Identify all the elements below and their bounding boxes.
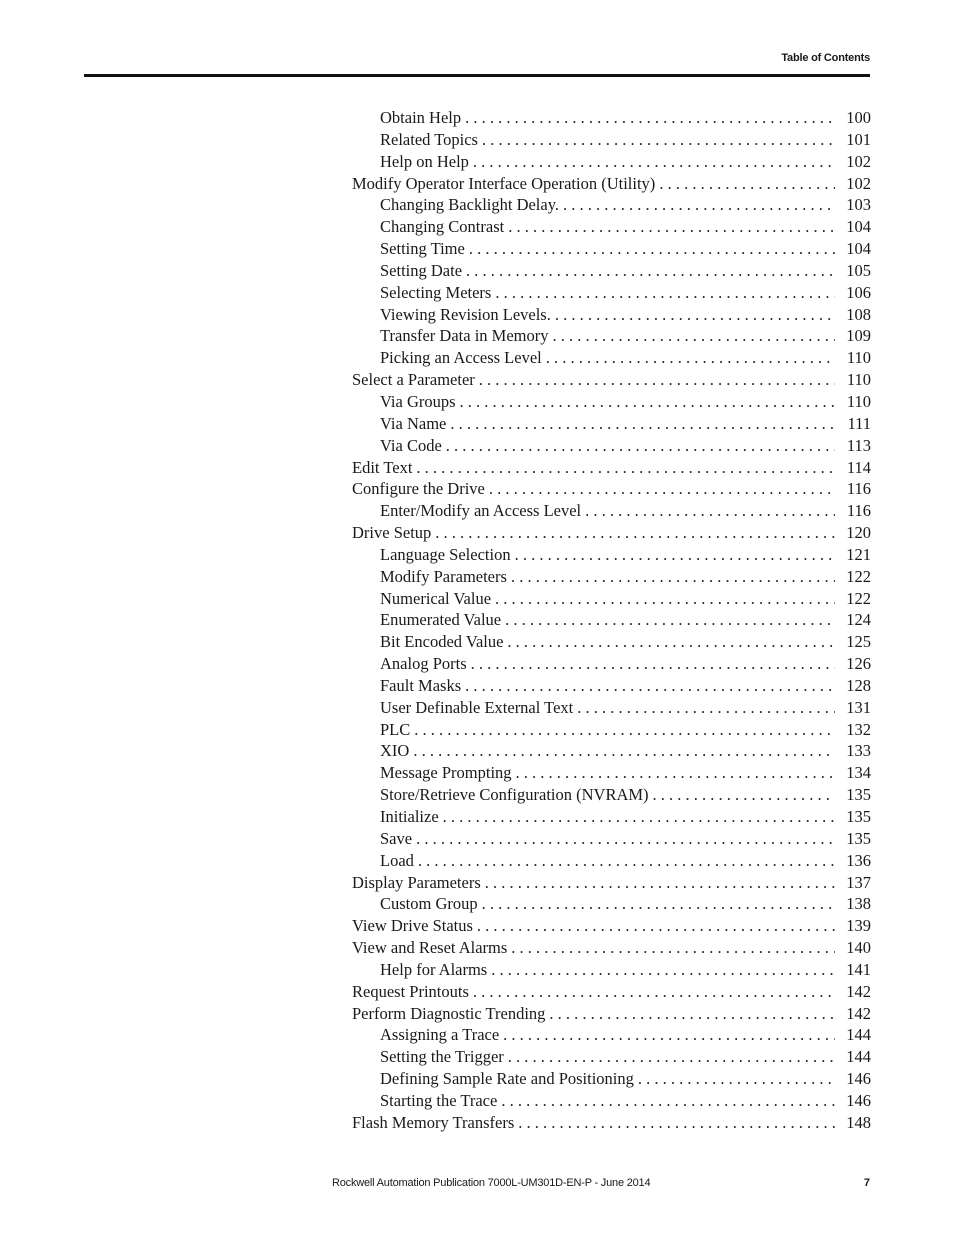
- toc-dot-leader: [482, 893, 835, 915]
- toc-entry[interactable]: [352, 435, 871, 457]
- toc-entry-title: Setting the Trigger: [380, 1047, 504, 1067]
- toc-entry-page-number: 135: [846, 807, 871, 826]
- toc-entry-title: Store/Retrieve Configuration (NVRAM): [380, 785, 649, 805]
- toc-dot-leader: [505, 609, 835, 631]
- toc-dot-leader: [515, 544, 835, 566]
- toc-entry-title: User Definable External Text: [380, 697, 574, 717]
- toc-dot-leader: [477, 915, 835, 937]
- toc-dot-leader: [450, 413, 835, 435]
- toc-entry-title: XIO: [380, 741, 410, 761]
- toc-entry[interactable]: [352, 347, 871, 369]
- toc-entry-title: Selecting Meters: [380, 282, 492, 302]
- toc-dot-leader: [465, 675, 835, 697]
- toc-entry[interactable]: [352, 1068, 871, 1090]
- footer-page-number: 7: [863, 1177, 870, 1189]
- toc-entry-title: Changing Contrast: [380, 217, 505, 237]
- toc-dot-leader: [416, 828, 835, 850]
- toc-entry[interactable]: [352, 675, 871, 697]
- toc-entry-title: Edit Text: [352, 457, 413, 477]
- toc-entry[interactable]: [352, 872, 871, 894]
- toc-entry[interactable]: [352, 457, 871, 479]
- toc-entry[interactable]: [352, 1003, 871, 1025]
- toc-entry-page-number: 116: [846, 501, 871, 521]
- toc-entry-title: Assigning a Trace: [380, 1025, 500, 1045]
- toc-entry[interactable]: [352, 151, 871, 173]
- toc-entry-page-number: 142: [846, 1003, 871, 1023]
- toc-entry[interactable]: [352, 369, 871, 391]
- toc-entry[interactable]: [352, 238, 871, 260]
- toc-entry[interactable]: [352, 304, 871, 326]
- toc-dot-leader: [501, 1090, 835, 1112]
- toc-entry-page-number: 146: [846, 1090, 871, 1110]
- toc-entry-page-number: 131: [846, 697, 871, 717]
- toc-entry[interactable]: [352, 1090, 871, 1112]
- toc-entry[interactable]: [352, 740, 871, 762]
- toc-dot-leader: [465, 107, 835, 129]
- toc-entry[interactable]: [352, 893, 871, 915]
- toc-entry-title: Help for Alarms: [380, 959, 488, 979]
- footer-publication: Rockwell Automation Publication 7000L-UM301D-EN-P - June 2014: [332, 1177, 651, 1189]
- toc-dot-leader: [473, 981, 835, 1003]
- toc-entry-title: Select a Parameter: [352, 370, 475, 390]
- toc-dot-leader: [507, 631, 835, 653]
- toc-entry-page-number: 144: [846, 1047, 871, 1067]
- toc-entry-title: Picking an Access Level: [380, 348, 542, 368]
- toc-entry[interactable]: [352, 762, 871, 784]
- toc-entry[interactable]: [352, 194, 871, 216]
- toc-dot-leader: [471, 653, 835, 675]
- toc-entry-page-number: 139: [846, 916, 871, 936]
- toc-entry-title: Display Parameters: [352, 872, 481, 892]
- toc-entry-title: Numerical Value: [380, 588, 492, 608]
- toc-entry[interactable]: [352, 915, 871, 937]
- toc-entry[interactable]: [352, 478, 871, 500]
- toc-entry-page-number: 141: [846, 959, 871, 979]
- toc-dot-leader: [508, 1046, 835, 1068]
- toc-entry-page-number: 108: [846, 304, 871, 324]
- toc-entry[interactable]: [352, 850, 871, 872]
- toc-dot-leader: [511, 566, 835, 588]
- toc-entry[interactable]: [352, 173, 871, 195]
- toc-dot-leader: [563, 194, 835, 216]
- toc-entry-title: Via Groups: [380, 391, 456, 411]
- toc-entry-title: Configure the Drive: [352, 479, 485, 499]
- toc-entry[interactable]: [352, 260, 871, 282]
- toc-entry-page-number: 134: [846, 763, 871, 783]
- toc-entry-title: Analog Ports: [380, 654, 467, 674]
- toc-entry-title: Transfer Data in Memory: [380, 326, 549, 346]
- toc-dot-leader: [485, 872, 835, 894]
- toc-entry-title: Via Code: [380, 435, 442, 455]
- toc-entry-page-number: 110: [846, 370, 871, 390]
- toc-entry-page-number: 132: [846, 719, 871, 739]
- toc-entry-page-number: 142: [846, 981, 871, 1001]
- toc-entry-page-number: 122: [846, 588, 871, 608]
- toc-entry-page-number: 136: [846, 850, 871, 870]
- toc-entry[interactable]: [352, 981, 871, 1003]
- toc-entry[interactable]: [352, 828, 871, 850]
- toc-entry-title: Save: [380, 828, 413, 848]
- toc-dot-leader: [460, 391, 835, 413]
- toc-entry-page-number: 105: [846, 260, 871, 280]
- toc-dot-leader: [482, 129, 835, 151]
- toc-dot-leader: [516, 762, 835, 784]
- toc-entry-title: Help on Help: [380, 151, 469, 171]
- toc-entry[interactable]: [352, 784, 871, 806]
- toc-dot-leader: [414, 719, 835, 741]
- toc-dot-leader: [495, 588, 835, 610]
- toc-entry[interactable]: [352, 216, 871, 238]
- toc-entry-page-number: 114: [846, 457, 871, 477]
- toc-dot-leader: [585, 500, 835, 522]
- toc-entry[interactable]: [352, 719, 871, 741]
- toc-entry[interactable]: [352, 107, 871, 129]
- toc-dot-leader: [479, 369, 835, 391]
- toc-entry-title: Request Printouts: [352, 981, 469, 1001]
- toc-entry[interactable]: [352, 937, 871, 959]
- toc-entry-title: Flash Memory Transfers: [352, 1112, 515, 1132]
- toc-entry-page-number: 121: [846, 544, 871, 564]
- toc-entry-page-number: 111: [847, 413, 871, 433]
- toc-entry[interactable]: [352, 1112, 871, 1134]
- toc-entry[interactable]: [352, 588, 871, 610]
- toc-entry[interactable]: [352, 522, 871, 544]
- toc-entry[interactable]: [352, 806, 871, 828]
- toc-entry[interactable]: [352, 566, 871, 588]
- toc-entry-title: Initialize: [380, 807, 439, 826]
- toc-entry[interactable]: [352, 391, 871, 413]
- toc-entry-title: Setting Time: [380, 239, 465, 259]
- toc-dot-leader: [546, 347, 835, 369]
- toc-entry-page-number: 103: [846, 195, 871, 215]
- toc-entry-page-number: 140: [846, 938, 871, 958]
- toc-entry-title: Enumerated Value: [380, 610, 502, 630]
- toc-entry-title: View Drive Status: [352, 916, 473, 936]
- toc-entry-title: Defining Sample Rate and Positioning: [380, 1069, 634, 1089]
- toc-entry-page-number: 113: [846, 435, 871, 455]
- toc-entry-page-number: 109: [846, 326, 871, 346]
- toc-entry-page-number: 116: [846, 479, 871, 499]
- toc-entry[interactable]: [352, 959, 871, 981]
- toc-entry-page-number: 125: [846, 632, 871, 652]
- toc-entry-page-number: 138: [846, 894, 871, 914]
- running-header-title: Table of Contents: [781, 52, 870, 64]
- toc-entry-title: Related Topics: [380, 129, 478, 149]
- toc-entry-page-number: 104: [846, 239, 871, 259]
- toc-entry[interactable]: [352, 1046, 871, 1068]
- toc-entry-page-number: 104: [846, 217, 871, 237]
- toc-entry[interactable]: [352, 1024, 871, 1046]
- toc-entry-title: Load: [380, 850, 414, 870]
- toc-entry-page-number: 122: [846, 566, 871, 586]
- toc-entry-page-number: 102: [846, 151, 871, 171]
- toc-dot-leader: [653, 784, 835, 806]
- toc-dot-leader: [473, 151, 835, 173]
- toc-entry-page-number: 144: [846, 1025, 871, 1045]
- toc-entry[interactable]: [352, 413, 871, 435]
- toc-entry-title: Language Selection: [380, 544, 511, 564]
- toc-entry-title: Fault Masks: [380, 675, 462, 695]
- toc-entry-page-number: 106: [846, 282, 871, 302]
- toc-entry-page-number: 146: [846, 1069, 871, 1089]
- toc-dot-leader: [555, 304, 835, 326]
- toc-dot-leader: [577, 697, 835, 719]
- toc-entry[interactable]: [352, 129, 871, 151]
- toc-entry-title: Custom Group: [380, 894, 478, 914]
- toc-dot-leader: [418, 850, 835, 872]
- toc-entry[interactable]: [352, 544, 871, 566]
- toc-entry-page-number: 102: [846, 173, 871, 193]
- toc-dot-leader: [469, 238, 835, 260]
- toc-entry-page-number: 120: [846, 523, 871, 543]
- toc-dot-leader: [552, 325, 835, 347]
- toc-entry-title: Enter/Modify an Access Level: [380, 501, 582, 521]
- toc-entry-title: Modify Operator Interface Operation (Utility): [352, 173, 656, 193]
- toc-entry[interactable]: [352, 282, 871, 304]
- toc-entry-title: Starting the Trace: [380, 1090, 498, 1110]
- toc-dot-leader: [659, 173, 835, 195]
- toc-entry-page-number: 110: [846, 391, 871, 411]
- toc-dot-leader: [491, 959, 835, 981]
- toc-entry-title: Drive Setup: [352, 523, 432, 543]
- toc-entry-page-number: 128: [846, 675, 871, 695]
- toc-entry-title: Obtain Help: [380, 108, 462, 127]
- toc-dot-leader: [416, 457, 835, 479]
- toc-entry[interactable]: [352, 653, 871, 675]
- toc-entry-title: Message Prompting: [380, 763, 512, 783]
- toc-entry[interactable]: [352, 609, 871, 631]
- toc-entry-page-number: 135: [846, 828, 871, 848]
- toc-dot-leader: [549, 1003, 835, 1025]
- toc-entry[interactable]: [352, 500, 871, 522]
- toc-entry-page-number: 126: [846, 654, 871, 674]
- toc-dot-leader: [503, 1024, 835, 1046]
- toc-entry-page-number: 148: [846, 1112, 871, 1132]
- toc-entry-title: Via Name: [380, 413, 447, 433]
- toc-dot-leader: [413, 740, 835, 762]
- toc-entry-title: Bit Encoded Value: [380, 632, 504, 652]
- toc-entry-page-number: 133: [846, 741, 871, 761]
- toc-entry[interactable]: [352, 631, 871, 653]
- toc-dot-leader: [489, 478, 835, 500]
- toc-entry[interactable]: [352, 325, 871, 347]
- toc-entry-title: Modify Parameters: [380, 566, 507, 586]
- toc-dot-leader: [508, 216, 835, 238]
- toc-entry-title: PLC: [380, 719, 411, 739]
- toc-dot-leader: [518, 1112, 835, 1134]
- table-of-contents: [352, 107, 871, 1134]
- toc-dot-leader: [443, 806, 835, 828]
- toc-entry-title: View and Reset Alarms: [352, 938, 508, 958]
- toc-entry-title: Changing Backlight Delay.: [380, 195, 560, 215]
- toc-entry[interactable]: [352, 697, 871, 719]
- toc-entry-page-number: 137: [846, 872, 871, 892]
- toc-entry-page-number: 135: [846, 785, 871, 805]
- toc-dot-leader: [638, 1068, 835, 1090]
- toc-entry-title: Perform Diagnostic Trending: [352, 1003, 546, 1023]
- toc-entry-title: Setting Date: [380, 260, 463, 280]
- toc-dot-leader: [511, 937, 835, 959]
- toc-entry-page-number: 101: [846, 129, 871, 149]
- header-rule: [84, 74, 870, 77]
- toc-entry-page-number: 100: [846, 108, 871, 127]
- toc-dot-leader: [446, 435, 835, 457]
- toc-entry-title: Viewing Revision Levels.: [380, 304, 551, 324]
- toc-entry-page-number: 124: [846, 610, 871, 630]
- toc-entry-page-number: 110: [846, 348, 871, 368]
- toc-dot-leader: [495, 282, 835, 304]
- toc-dot-leader: [435, 522, 835, 544]
- toc-dot-leader: [466, 260, 835, 282]
